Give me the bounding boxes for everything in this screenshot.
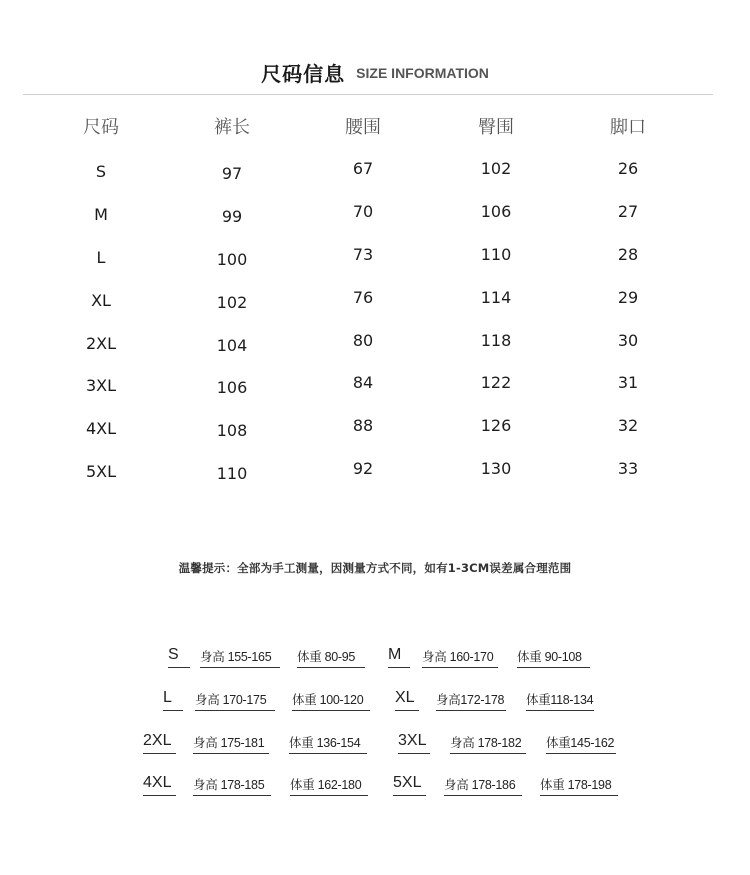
table-cell-hip: 114: [480, 288, 512, 307]
reference-height-range: 身高 178-185: [193, 776, 271, 796]
reference-height-range: 身高 160-170: [422, 648, 498, 668]
reference-size: 4XL: [143, 774, 176, 796]
table-cell-waist: 73: [352, 245, 374, 264]
table-cell-waist: 80: [352, 331, 374, 350]
table-cell-hip: 106: [480, 202, 512, 221]
reference-height-range: 身高 175-181: [193, 734, 269, 754]
table-cell-hip: 118: [480, 331, 512, 350]
table-cell-waist: 67: [352, 159, 374, 178]
reference-height-range: 身高 178-186: [444, 776, 522, 796]
reference-height-range: 身高 155-165: [200, 648, 280, 668]
reference-height-range: 身高 170-175: [195, 691, 275, 711]
table-cell-size: 3XL: [85, 376, 117, 395]
reference-size: XL: [395, 689, 419, 711]
reference-weight-range: 体重 90-108: [517, 648, 590, 668]
reference-size: 5XL: [393, 774, 426, 796]
table-cell-size: 2XL: [85, 334, 117, 353]
table-cell-hem: 27: [617, 202, 639, 221]
column-header-hip: 臀围: [478, 117, 514, 138]
table-cell-size: XL: [91, 291, 111, 310]
column-header-hem: 脚口: [610, 117, 646, 138]
table-cell-length: 104: [216, 336, 248, 355]
table-cell-hip: 122: [480, 373, 512, 392]
reference-size: M: [388, 646, 410, 668]
table-cell-waist: 88: [352, 416, 374, 435]
table-cell-hem: 31: [617, 373, 639, 392]
table-cell-hem: 26: [617, 159, 639, 178]
column-header-waist: 腰围: [345, 117, 381, 138]
page-title: [0, 58, 750, 87]
table-cell-length: 106: [216, 378, 248, 397]
reference-weight-range: 体重 178-198: [540, 776, 618, 796]
table-cell-waist: 84: [352, 373, 374, 392]
table-cell-length: 100: [216, 250, 248, 269]
table-cell-hem: 28: [617, 245, 639, 264]
title-chinese: 尺码信息: [261, 62, 346, 86]
measurement-tip: 温馨提示：全部为手工测量，因测量方式不同，如有1-3CM误差属合理范围: [178, 561, 572, 575]
table-cell-length: 110: [216, 464, 248, 483]
table-cell-hem: 30: [617, 331, 639, 350]
table-cell-length: 108: [216, 421, 248, 440]
title-divider: [23, 94, 713, 95]
reference-weight-range: 体重 80-95: [297, 648, 365, 668]
reference-weight-range: 体重 100-120: [292, 691, 370, 711]
table-cell-length: 97: [221, 164, 243, 183]
reference-height-range: 身高 178-182: [450, 734, 526, 754]
reference-weight-range: 体重 162-180: [290, 776, 368, 796]
table-cell-hip: 130: [480, 459, 512, 478]
reference-size: L: [163, 689, 183, 711]
table-cell-waist: 70: [352, 202, 374, 221]
table-cell-waist: 76: [352, 288, 374, 307]
reference-size: 3XL: [398, 732, 430, 754]
table-cell-hip: 110: [480, 245, 512, 264]
table-cell-size: L: [96, 248, 106, 267]
table-cell-hem: 29: [617, 288, 639, 307]
table-cell-size: 5XL: [85, 462, 117, 481]
reference-size: S: [168, 646, 190, 668]
table-cell-waist: 92: [352, 459, 374, 478]
table-cell-length: 102: [216, 293, 248, 312]
table-cell-size: M: [94, 205, 108, 224]
table-cell-hem: 33: [617, 459, 639, 478]
reference-size: 2XL: [143, 732, 176, 754]
column-header-length: 裤长: [214, 117, 250, 138]
table-cell-size: 4XL: [85, 419, 117, 438]
column-header-size: 尺码: [83, 117, 119, 138]
table-cell-hip: 126: [480, 416, 512, 435]
reference-weight-range: 体重145-162: [546, 734, 616, 754]
reference-weight-range: 体重118-134: [526, 691, 594, 711]
table-cell-hem: 32: [617, 416, 639, 435]
table-cell-length: 99: [221, 207, 243, 226]
title-english: SIZE INFORMATION: [356, 64, 489, 81]
reference-height-range: 身高172-178: [436, 691, 506, 711]
table-cell-size: S: [95, 162, 107, 181]
reference-weight-range: 体重 136-154: [289, 734, 367, 754]
table-cell-hip: 102: [480, 159, 512, 178]
